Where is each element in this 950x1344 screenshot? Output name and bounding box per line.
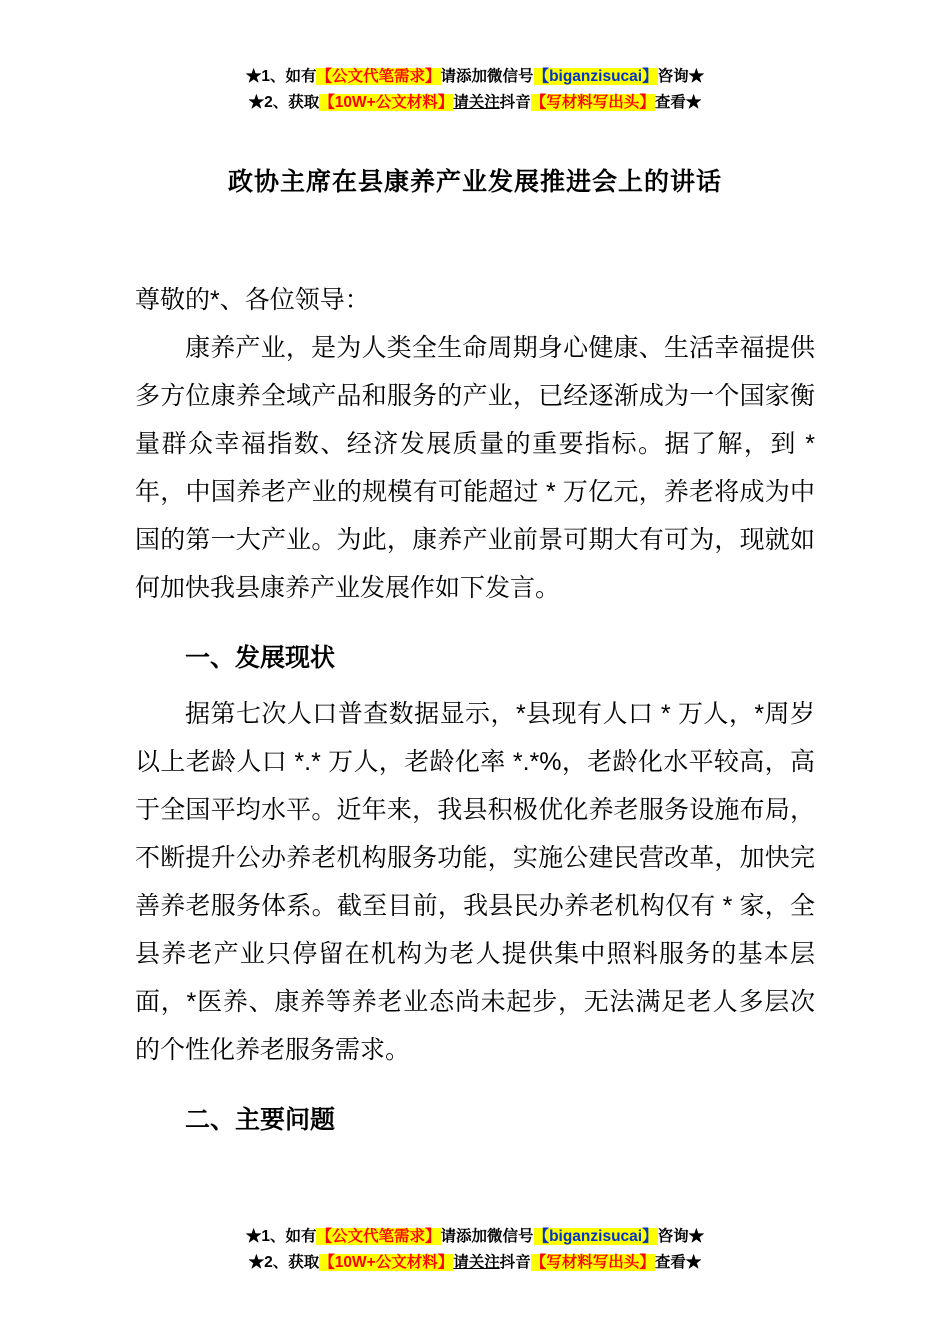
- promo-line1-prefix-bottom: 1、如有: [261, 1228, 317, 1245]
- promo-line1-mid-bottom: 请添加微信号: [440, 1228, 534, 1245]
- promo-line2-bracket2-open: 【: [530, 94, 547, 111]
- section-heading-1: 一、发展现状: [185, 644, 336, 672]
- promo-line1-tail: 咨询: [657, 68, 689, 85]
- promo-line-2: [135, 90, 815, 116]
- promo-line2-prefix-bottom: 2、获取: [264, 1254, 320, 1271]
- promo-line2-mid: 抖音: [499, 94, 531, 111]
- promo-line2-douyin-name-bottom: 写材料写出头: [546, 1254, 640, 1271]
- star-right-icon-3: ★: [688, 1228, 705, 1245]
- promo-banner-bottom: [0, 1224, 950, 1276]
- star-left-icon-3: ★: [245, 1228, 262, 1245]
- promo-line2-keyword-1-bottom: 10W+公文材料: [334, 1254, 438, 1271]
- promo-line1-bracket2-open: 【: [533, 68, 550, 85]
- promo-line2-bracket2-open-bottom: 【: [530, 1254, 547, 1271]
- promo-line2-bracket-close-bottom: 】: [437, 1254, 454, 1271]
- promo-line1-bracket2-close: 】: [642, 68, 658, 85]
- promo-line2-keyword-1: 10W+公文材料: [334, 94, 438, 111]
- promo-line1-wechat-id-bottom: biganzisucai: [549, 1228, 643, 1245]
- star-right-icon-4: ★: [685, 1254, 702, 1271]
- promo-line1-keyword-1: 公文代笔需求: [332, 68, 426, 85]
- promo-line2-tail-bottom: 查看: [654, 1254, 686, 1271]
- promo-line1-wechat-id: biganzisucai: [549, 68, 643, 85]
- star-left-icon: ★: [245, 68, 262, 85]
- salutation: 尊敬的*、各位领导：: [135, 286, 370, 314]
- promo-line1-bracket2-close-bottom: 】: [642, 1228, 658, 1245]
- paragraph-current-status: 据第七次人口普查数据显示，*县现有人口 * 万人，*周岁以上老龄人口 *.* 万人，老龄化率 *.*%，老龄化水平较高，高于全国平均水平。近年来，我县积极优化养老服务设施布局，不断提升公办养老机构服务功能，实施公建民营改革，加快完善养老服务体系。截至目前，我县民办养老机构仅有 * 家，全县养老产业只停留在机构为老人提供集中照料服务的基本层面，*医养、康养等养老业态尚未起步，无法满足老人多层次的个性化养老服务需求。: [135, 700, 815, 1064]
- star-left-icon-2: ★: [248, 94, 265, 111]
- promo-line1-keyword-1-bottom: 公文代笔需求: [332, 1228, 426, 1245]
- promo-line2-tail: 查看: [654, 94, 686, 111]
- promo-line1-bracket2-open-bottom: 【: [533, 1228, 550, 1245]
- promo-line1-mid: 请添加微信号: [440, 68, 534, 85]
- section-heading-2: 二、主要问题: [185, 1106, 336, 1134]
- promo-line2-bracket2-close-bottom: 】: [639, 1254, 655, 1271]
- promo-line1-bracket-close-bottom: 】: [425, 1228, 441, 1245]
- promo-line-1-bottom: [0, 1224, 950, 1250]
- promo-line2-bracket-close: 】: [437, 94, 454, 111]
- star-right-icon: ★: [688, 68, 705, 85]
- promo-line2-mid-underline: 请关注: [453, 94, 500, 111]
- paragraph-intro: 康养产业，是为人类全生命周期身心健康、生活幸福提供多方位康养全域产品和服务的产业，已经逐渐成为一个国家衡量群众幸福指数、经济发展质量的重要指标。据了解，到 * 年，中国养老产业的规模有可能超过 * 万亿元，养老将成为中国的第一大产业。为此，康养产业前景可期大有可为，现就如何加快我县康养产业发展作如下发言。: [135, 334, 815, 602]
- promo-line1-bracket-open: 【: [316, 68, 332, 85]
- star-left-icon-4: ★: [248, 1254, 265, 1271]
- promo-line-1: [135, 64, 815, 90]
- promo-line1-bracket-close: 】: [425, 68, 441, 85]
- promo-line1-prefix: 1、如有: [261, 68, 317, 85]
- promo-line2-mid-bottom: 抖音: [499, 1254, 531, 1271]
- promo-line1-tail-bottom: 咨询: [657, 1228, 689, 1245]
- page-title: 政协主席在县康养产业发展推进会上的讲话: [227, 168, 722, 196]
- star-right-icon-2: ★: [685, 94, 702, 111]
- promo-line2-douyin-name: 写材料写出头: [546, 94, 640, 111]
- promo-line-2-bottom: [0, 1250, 950, 1276]
- promo-line2-prefix: 2、获取: [264, 94, 320, 111]
- promo-line1-bracket-open-bottom: 【: [316, 1228, 332, 1245]
- promo-line2-bracket-open: 【: [319, 94, 335, 111]
- promo-line2-bracket-open-bottom: 【: [319, 1254, 335, 1271]
- promo-line2-bracket2-close: 】: [639, 94, 655, 111]
- promo-banner-top: [135, 0, 815, 116]
- promo-line2-mid-underline-bottom: 请关注: [453, 1254, 500, 1271]
